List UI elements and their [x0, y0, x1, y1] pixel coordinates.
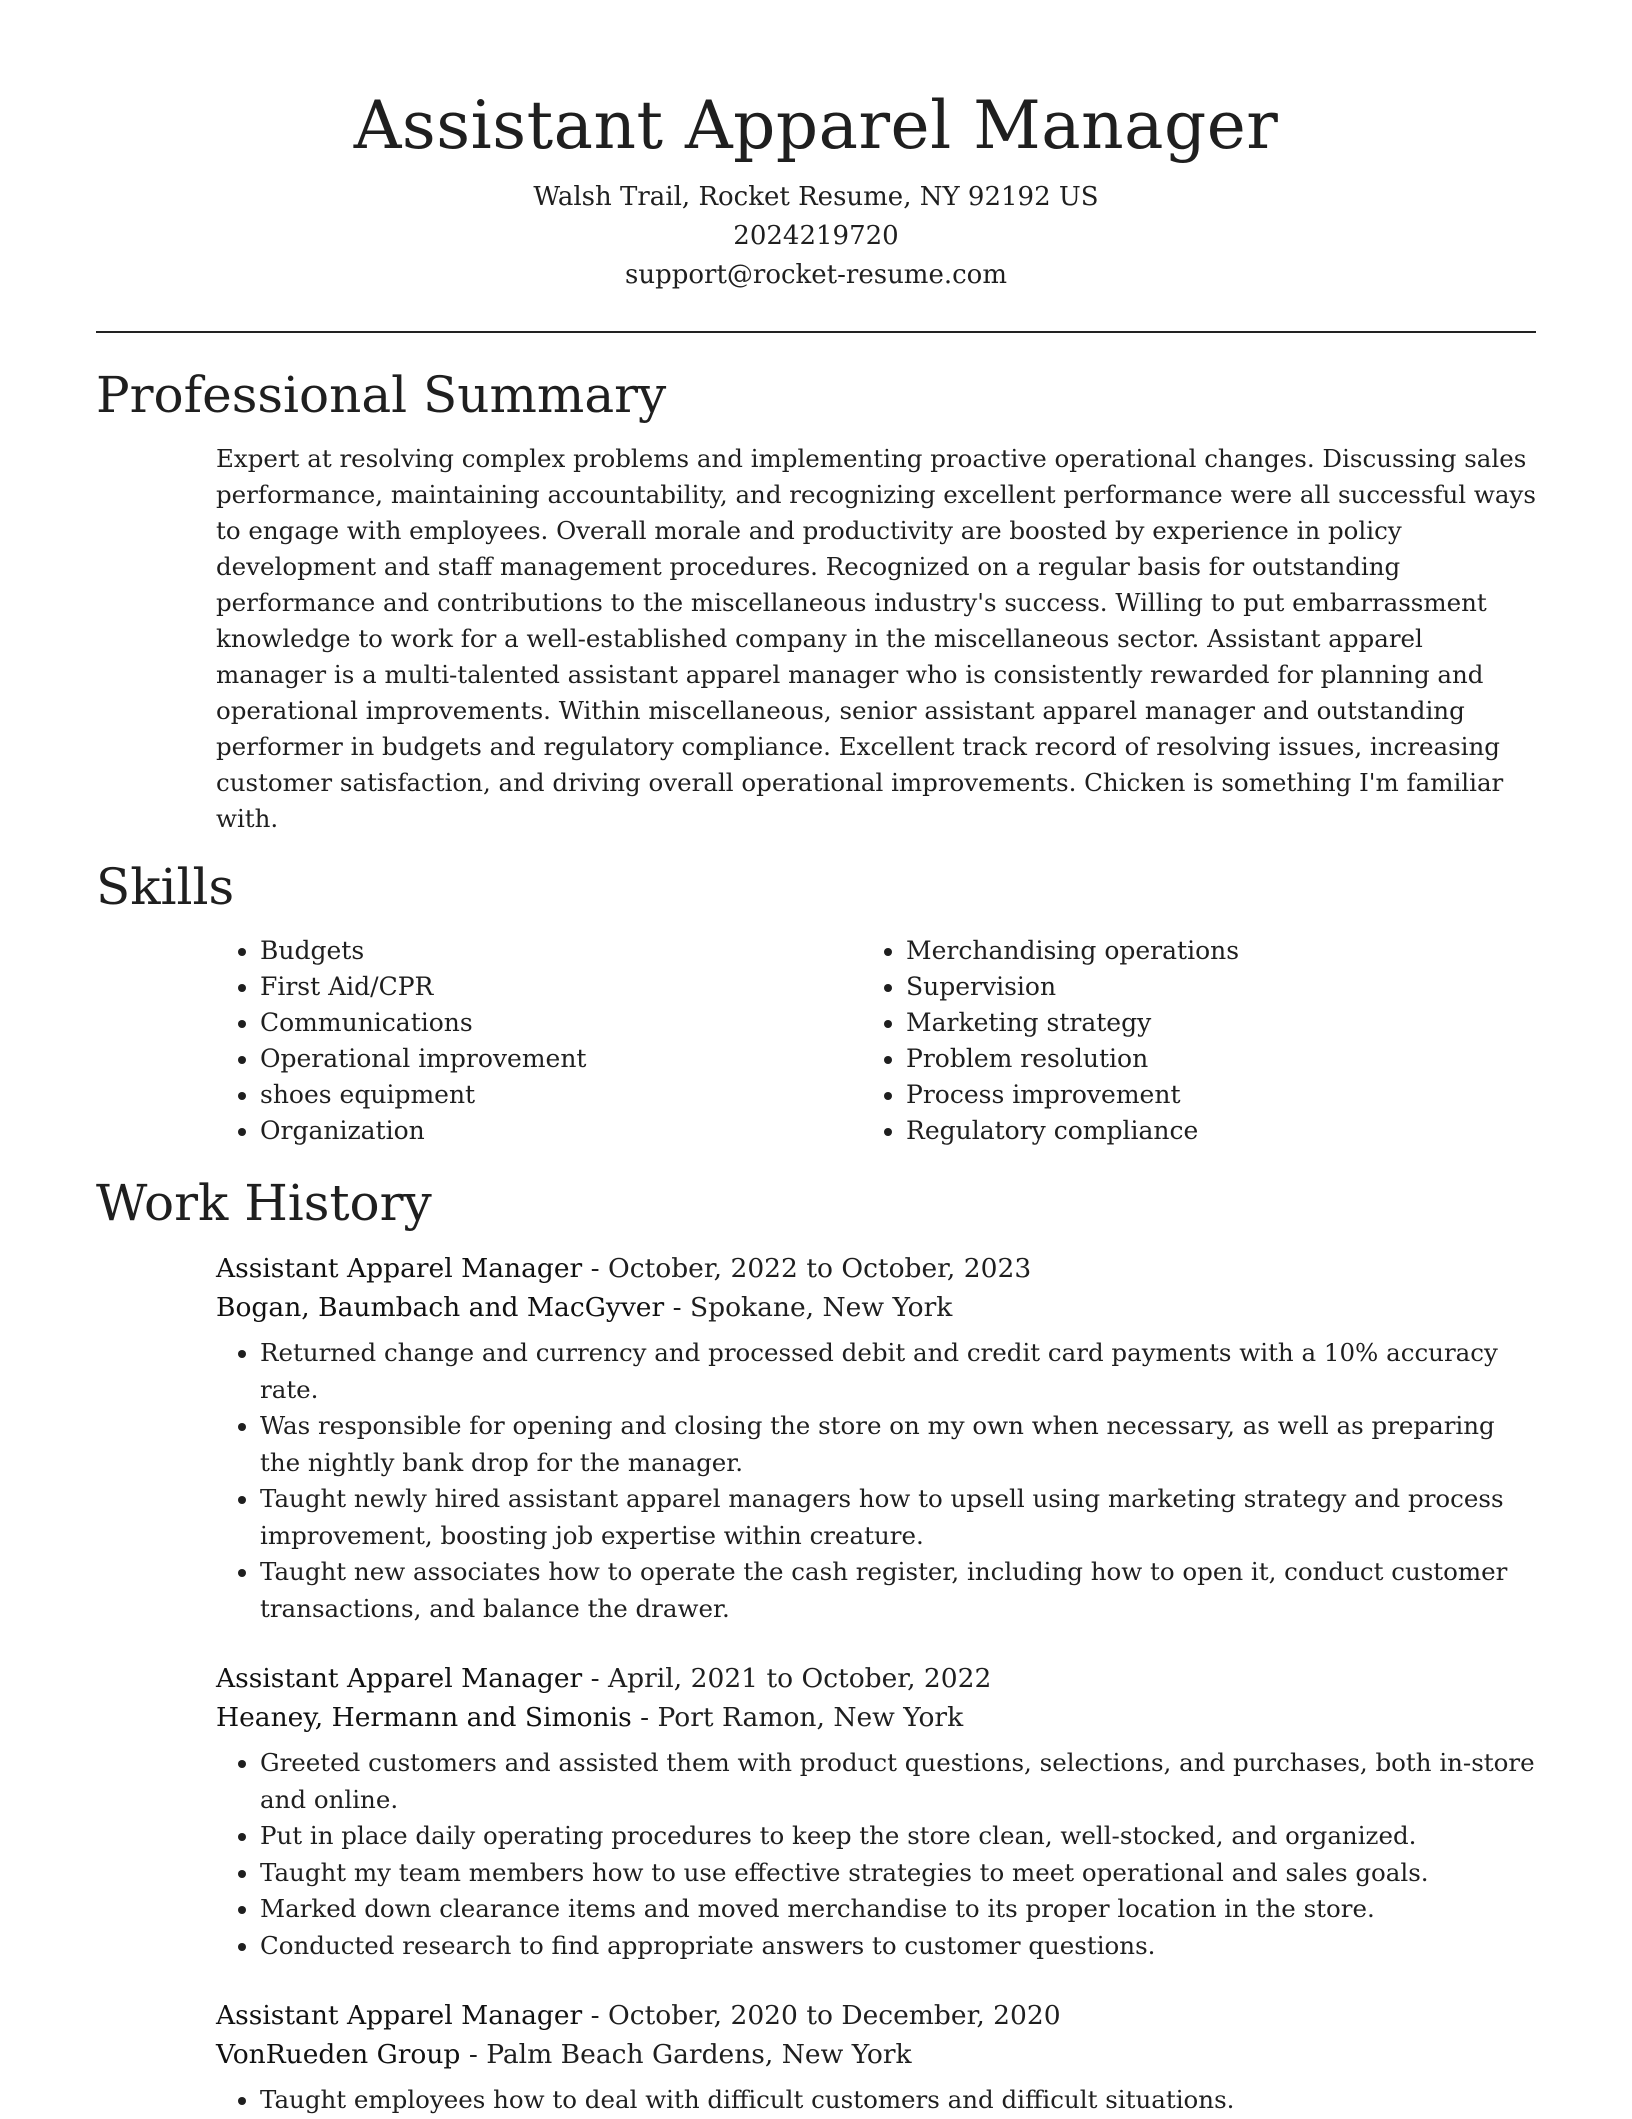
job-company: VonRueden Group	[216, 2039, 461, 2070]
header-divider	[96, 331, 1536, 333]
job-company-line	[216, 1288, 1536, 1327]
resume-header	[96, 0, 1536, 295]
job-bullets	[216, 1745, 1536, 1964]
skills-list-right	[866, 933, 1516, 1149]
job-bullet: • Returned change and currency and processed debit and credit card payments with a 10% accuracy rate.	[260, 1335, 1536, 1408]
skill-item: • Supervision	[906, 969, 1516, 1005]
resume-page	[96, 0, 1536, 2119]
skill-item: • Operational improvement	[260, 1041, 866, 1077]
job-company-line	[216, 1698, 1536, 1737]
job-role: Assistant Apparel Manager	[216, 1253, 583, 1284]
skill-item: • Process improvement	[906, 1077, 1516, 1113]
job-entry	[216, 1249, 1536, 1627]
job-bullet: • Conducted research to find appropriate answers to customer questions.	[260, 1928, 1536, 1965]
job-location: - Port Ramon, New York	[631, 1702, 964, 1733]
contact-block	[96, 178, 1536, 295]
summary-section	[96, 363, 1536, 837]
job-dates: - April, 2021 to October, 2022	[582, 1663, 992, 1694]
job-bullets	[216, 2082, 1536, 2119]
job-role: Assistant Apparel Manager	[216, 2000, 583, 2031]
address-text: Walsh Trail, Rocket Resume, NY 92192 US	[533, 182, 1099, 212]
job-bullet: • Taught my team members how to use effective strategies to meet operational and sales goals.	[260, 1855, 1536, 1892]
candidate-name: Assistant Apparel Manager	[353, 87, 1279, 164]
skill-item: • Regulatory compliance	[906, 1113, 1516, 1149]
job-company: Bogan, Baumbach and MacGyver	[216, 1292, 665, 1323]
phone-text: 2024219720	[733, 221, 899, 251]
job-bullets	[216, 1335, 1536, 1627]
job-location: - Spokane, New York	[664, 1292, 953, 1323]
job-entry	[216, 1996, 1536, 2119]
job-entry	[216, 1659, 1536, 1964]
skill-item: • First Aid/CPR	[260, 969, 866, 1005]
job-location: - Palm Beach Gardens, New York	[460, 2039, 912, 2070]
email-text: support@rocket-resume.com	[624, 260, 1007, 290]
skill-item: • Marketing strategy	[906, 1005, 1516, 1041]
work-history-heading: Work History	[96, 1174, 432, 1232]
skill-item: • Organization	[260, 1113, 866, 1149]
skills-section	[96, 855, 1536, 1149]
skill-item: • Budgets	[260, 933, 866, 969]
job-dates: - October, 2020 to December, 2020	[582, 2000, 1061, 2031]
job-company-line	[216, 2035, 1536, 2074]
skills-heading: Skills	[96, 858, 235, 916]
job-bullet: • Marked down clearance items and moved merchandise to its proper location in the store.	[260, 1891, 1536, 1928]
skills-columns	[216, 933, 1536, 1149]
skill-item: • Problem resolution	[906, 1041, 1516, 1077]
summary-paragraph: Expert at resolving complex problems and implementing proactive operational changes. Discussing sales performance, maintaining accountability, and recognizing excellent performance were all successful ways to engage with employees. Overall morale and productivity are boosted by experience in policy development and staff management procedures. Recognized on a regular basis for outstanding performance and contributions to the miscellaneous industry's success. Willing to put embarrassment knowledge to work for a well-established company in the miscellaneous sector. Assistant apparel manager is a multi-talented assistant apparel manager who is consistently rewarded for planning and operational improvements. Within miscellaneous, senior assistant apparel manager and outstanding performer in budgets and regulatory compliance. Excellent track record of resolving issues, increasing customer satisfaction, and driving overall operational improvements. Chicken is something I'm familiar with.	[216, 444, 1536, 833]
summary-heading: Professional Summary	[96, 366, 667, 424]
work-history-section	[96, 1171, 1536, 2119]
job-bullet: • Taught employees how to deal with difficult customers and difficult situations.	[260, 2082, 1536, 2119]
skill-item: • shoes equipment	[260, 1077, 866, 1113]
skill-item: • Merchandising operations	[906, 933, 1516, 969]
job-role: Assistant Apparel Manager	[216, 1663, 583, 1694]
job-title-line	[216, 1249, 1536, 1288]
job-title-line	[216, 1996, 1536, 2035]
job-bullet: • Taught newly hired assistant apparel managers how to upsell using marketing strategy and process improvement, boosting job expertise within creature.	[260, 1481, 1536, 1554]
job-bullet: • Was responsible for opening and closing the store on my own when necessary, as well as preparing the nightly bank drop for the manager.	[260, 1408, 1536, 1481]
job-title-line	[216, 1659, 1536, 1698]
job-dates: - October, 2022 to October, 2023	[582, 1253, 1032, 1284]
skill-item: • Communications	[260, 1005, 866, 1041]
job-company: Heaney, Hermann and Simonis	[216, 1702, 632, 1733]
job-bullet: • Taught new associates how to operate the cash register, including how to open it, conduct customer transactions, and balance the drawer.	[260, 1554, 1536, 1627]
job-bullet: • Greeted customers and assisted them with product questions, selections, and purchases, both in-store and online.	[260, 1745, 1536, 1818]
skills-list-left	[216, 933, 866, 1149]
job-bullet: • Put in place daily operating procedures to keep the store clean, well-stocked, and organized.	[260, 1818, 1536, 1855]
